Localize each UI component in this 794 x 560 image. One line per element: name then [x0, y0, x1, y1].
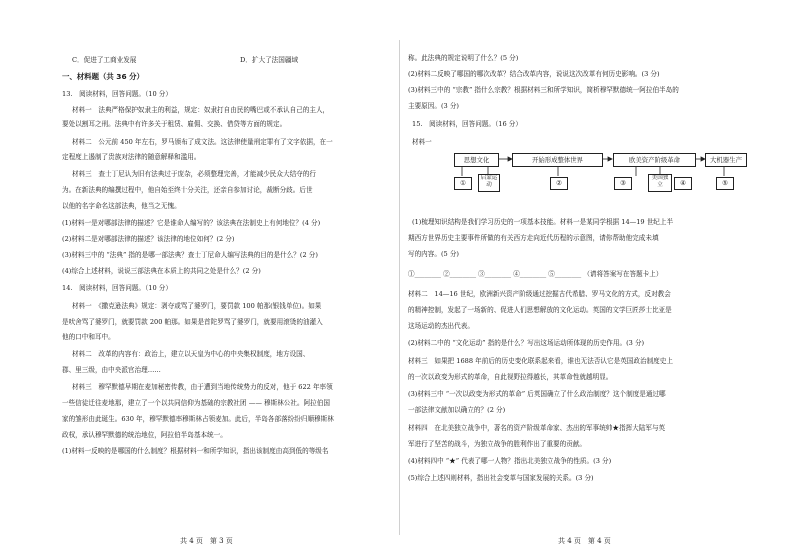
question-14-title: 14. 阅读材料，回答问题。（10 分）: [62, 284, 172, 292]
material-line: 材料四 在北美独立战争中，著名的资产阶级革命家、杰出的军事统帅★指挥大陆军与英: [408, 424, 666, 432]
question-line: 主要原因。(3 分): [408, 102, 459, 110]
question-15-title: 15. 阅读材料，回答问题。（16 分）: [412, 120, 522, 128]
material-line: 材料三 如果把 1688 年前后的历史变化联系起来看，谁也无法否认它是英国政治制度史上: [408, 357, 673, 365]
material-line: 为。在新法典的编撰过程中，他自始至终十分关注，还亲自参加讨论，裁断分歧。后世: [62, 186, 313, 194]
section-title: 一、材料题（共 36 分）: [62, 72, 144, 81]
material-line: 要处以割耳之刑。法典中有许多关于租赁、雇佣、交换、借贷等方面的规定。: [62, 120, 287, 128]
question-line: (2)材料二反映了哪国的哪次改革？结合改革内容，说说这次改革有何历史影响。(3 分): [408, 70, 660, 78]
question-line: (1)梳理知识结构是我们学习历史的一项基本技能。材料一是某同学根据 14—19 世纪上半: [412, 218, 674, 226]
answer-slot: ⑤: [716, 177, 734, 190]
question-line: 一部法律文献加以确立的？(2 分): [408, 406, 506, 414]
stage-box: 欧美资产阶级革命: [613, 153, 696, 167]
answer-blanks: ①________ ②________ ③________ ④________ ⑤________ （请将答案写在答题卡上）: [408, 270, 663, 278]
material-line: 材料二 14—16 世纪，欧洲新兴资产阶级通过挖掘古代希腊、罗马文化的方式，反对教会: [408, 290, 671, 298]
material-line: 材料三 穆罕默德早期在麦加秘密传教，由于遭到当地传统势力的反对，他于 622 年率领: [72, 383, 333, 391]
question-line: (2)材料二是对哪部法律的描述？该法律的地位如何？(2 分): [62, 235, 235, 243]
stage-box: 开始形成整体世界: [512, 153, 603, 167]
question-line: (3)材料三中的 “宗教” 指什么宗教？根据材料三和所学知识，简析穆罕默德统一阿拉伯半岛的: [408, 86, 679, 94]
material-line: 定程度上遏制了贵族对法律的随意解释和滥用。: [62, 153, 201, 161]
question-line: (1)材料一是对哪部法律的描述？它是谁命人编写的？该法典在法制史上有何地位？(4 分): [62, 219, 321, 227]
material-line: 材料一 《撒克逊法典》规定：剥夺或骂了婆罗门，要罚款 100 帕那(银钱单位)。如果: [72, 302, 322, 310]
material-line: 材料一 法典严格保护奴隶主的利益，规定：奴隶打自由民的嘴巴或不承认自己的主人，: [72, 106, 330, 114]
answer-slot: ④: [674, 177, 692, 190]
question-line: (2)材料二中的 “文化运动” 指的是什么？写出这场运动所体现的历史作用。(3 分): [408, 339, 645, 347]
stage-box: 大机器生产: [705, 153, 747, 167]
material-line: 他的口中和耳中。: [62, 333, 115, 341]
material-line: 的一次以政变为形式的革命，自此视野拉得越长，其革命性就越明显。: [408, 373, 613, 381]
material-line: 一些信徒迁往麦地那，建立了一个以共同信仰为基础的宗教社团 —— 穆斯林公社。阿拉伯国: [62, 399, 330, 407]
question-line: (4)材料四中 “★” 代表了哪一人物？指出北美独立战争的性质。(3 分): [408, 457, 612, 465]
material-line: 以他的名字命名这部法典，他当之无愧。: [62, 202, 181, 210]
answer-slot: ①: [454, 177, 472, 190]
question-line: 期西方世界历史主要事件所做的有关西方走向近代历程的示意图，请你帮助他完成未填: [408, 234, 659, 242]
material-line: 家的雏形由此诞生。630 年，穆罕默德率穆斯林占领麦加。此后，半岛各部落纷纷归顺穆斯林: [62, 415, 334, 423]
material-line: 材料二 公元前 450 年左右，罗马颁布了成文法。这法律使量刑定罪有了文字依据，在一: [72, 138, 333, 146]
answer-slot: ③: [614, 177, 632, 190]
diagram-label: 启蒙运动: [478, 174, 500, 192]
material-line: 军进行了坚苦的战斗，为独立战争的胜利作出了重要的贡献。: [408, 440, 587, 448]
question-line: (4)综合上述材料，说说三部法典在本质上的共同之处是什么？(2 分): [62, 267, 261, 275]
right-column: [408, 0, 742, 560]
question-13-title: 13. 阅读材料，回答问题。（10 分）: [62, 90, 172, 98]
question-line: (3)材料三中的 “法典” 指的是哪一部法典？查士丁尼命人编写法典的目的是什么？(2 分): [62, 251, 318, 259]
material-line: 政权，承认穆罕默德的统治地位，阿拉伯半岛基本统一。: [62, 431, 227, 439]
question-line: (5)综合上述四则材料，指出社会变革与国家发展的关系。(3 分): [408, 474, 594, 482]
question-line: (1)材料一反映的是哪国的什么制度？根据材料一和所学知识，指出该制度由高到低的等级名: [62, 447, 329, 455]
answer-slot: ②: [550, 177, 568, 190]
material-line: 郡、里三级，由中央派官治理……: [62, 366, 161, 374]
material-line: 材料三 查士丁尼认为旧有法典过于庞杂，必须整理完善，才能减少民众大结夺的行: [72, 170, 316, 178]
flow-diagram: [408, 150, 742, 198]
material-line: 的精神控制，发起了一场新的、促进人们思想解放的文化运动。英国的文学巨匠莎士比亚是: [408, 306, 672, 314]
question-line: 称。此法典的规定说明了什么？(5 分): [408, 54, 519, 62]
material-line: 材料二 改革的内容有：政治上，建立以天皇为中心的中央集权制度，地方设国、: [72, 350, 310, 358]
option-c: C．促进了工商业发展: [72, 56, 137, 64]
diagram-label: 美国独立: [648, 174, 672, 192]
left-column: [62, 0, 390, 560]
stage-box: 思想文化: [454, 153, 499, 167]
material-one-label: 材料一: [412, 138, 432, 146]
material-line: 这场运动的杰出代表。: [408, 322, 474, 330]
page-footer-left: 共 4 页 第 3 页: [180, 537, 233, 545]
column-divider: [399, 40, 400, 535]
option-d: D．扩大了法国疆域: [240, 56, 299, 64]
material-line: 是吠舍骂了婆罗门，就要罚款 200 帕那。如果是首陀罗骂了婆罗门，就要用滚烫的油灌入: [62, 318, 323, 326]
question-line: (3)材料三中 “一次以政变为形式的革命” 后英国确立了什么政治制度？这个制度是通过哪: [408, 390, 666, 398]
question-line: 写的内容。(5 分): [408, 250, 459, 258]
page-footer-right: 共 4 页 第 4 页: [558, 537, 611, 545]
